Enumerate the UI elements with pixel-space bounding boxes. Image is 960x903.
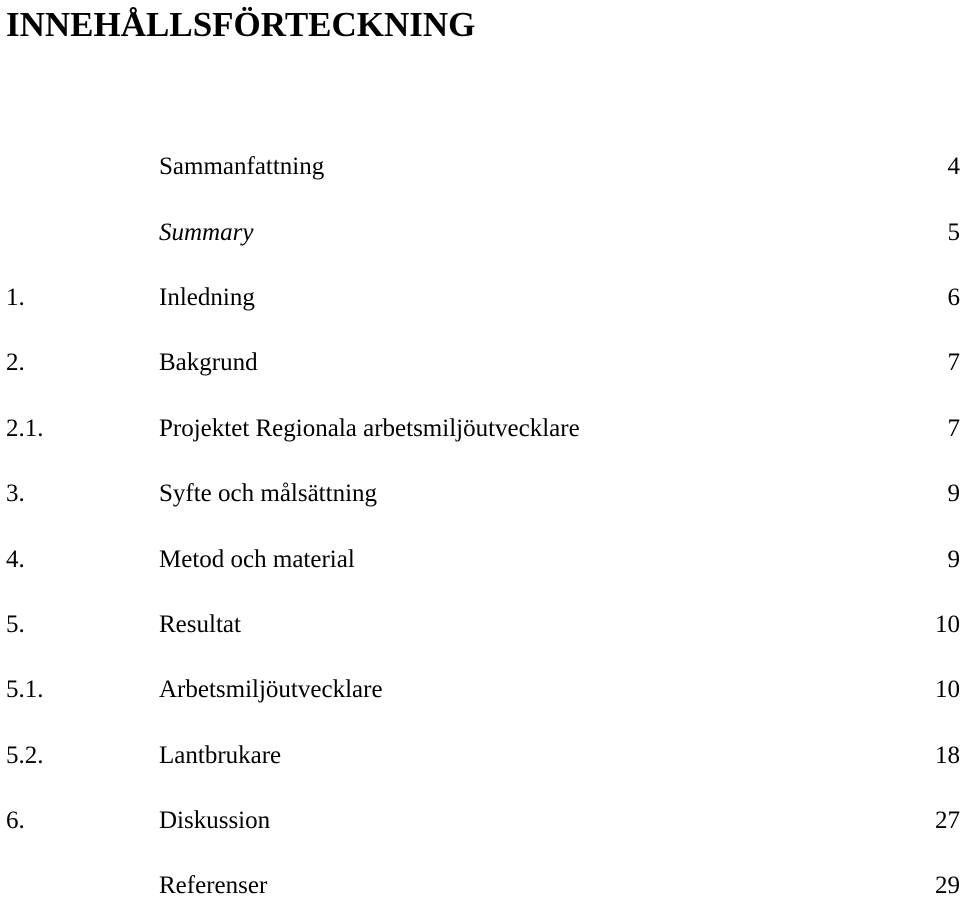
toc-entry-title: Syfte och målsättning	[159, 477, 377, 511]
toc-entry-title: Diskussion	[159, 804, 270, 838]
toc-entry-projektet	[0, 412, 960, 446]
toc-entry-inledning	[0, 281, 960, 315]
toc-entry-lantbrukare	[0, 739, 960, 773]
toc-entry-number: 2.	[6, 346, 25, 380]
toc-entry-title: Sammanfattning	[159, 150, 324, 184]
toc-entry-resultat	[0, 608, 960, 642]
toc-entry-number: 1.	[6, 281, 25, 315]
toc-entry-referenser	[0, 869, 960, 903]
toc-entry-bakgrund	[0, 346, 960, 380]
toc-entry-page: 9	[948, 543, 960, 577]
toc-entry-page: 7	[948, 346, 960, 380]
toc-entry-page: 7	[948, 412, 960, 446]
toc-entry-title: Lantbrukare	[159, 739, 281, 773]
toc-entry-number: 6.	[6, 804, 25, 838]
toc-entry-title: Arbetsmiljöutvecklare	[159, 673, 383, 707]
toc-entry-number: 5.1.	[6, 673, 44, 707]
toc-entry-number: 3.	[6, 477, 25, 511]
toc-entry-title: Summary	[159, 216, 253, 250]
toc-entry-arbetsmiljoutvecklare	[0, 673, 960, 707]
toc-entry-title: Bakgrund	[159, 346, 258, 380]
toc-entry-page: 27	[935, 804, 960, 838]
toc-entry-title: Inledning	[159, 281, 255, 315]
toc-entry-diskussion	[0, 804, 960, 838]
page-title: INNEHÅLLSFÖRTECKNING	[6, 4, 475, 46]
toc-entry-page: 4	[948, 150, 960, 184]
toc-entry-title: Referenser	[159, 869, 267, 903]
toc-entry-number: 5.2.	[6, 739, 44, 773]
toc-entry-number: 4.	[6, 543, 25, 577]
toc-entry-title: Projektet Regionala arbetsmiljöutvecklare	[159, 412, 580, 446]
toc-entry-number: 2.1.	[6, 412, 44, 446]
toc-entry-page: 5	[948, 216, 960, 250]
toc-entry-page: 29	[935, 869, 960, 903]
toc-entry-metod	[0, 543, 960, 577]
toc-entry-page: 10	[935, 673, 960, 707]
toc-entry-syfte	[0, 477, 960, 511]
toc-entry-number: 5.	[6, 608, 25, 642]
toc-entry-sammanfattning	[0, 150, 960, 184]
toc-entry-title: Resultat	[159, 608, 241, 642]
toc-entry-title: Metod och material	[159, 543, 355, 577]
toc-entry-page: 6	[948, 281, 960, 315]
toc-entry-summary	[0, 216, 960, 250]
toc-entry-page: 18	[935, 739, 960, 773]
toc-entry-page: 10	[935, 608, 960, 642]
toc-entry-page: 9	[948, 477, 960, 511]
